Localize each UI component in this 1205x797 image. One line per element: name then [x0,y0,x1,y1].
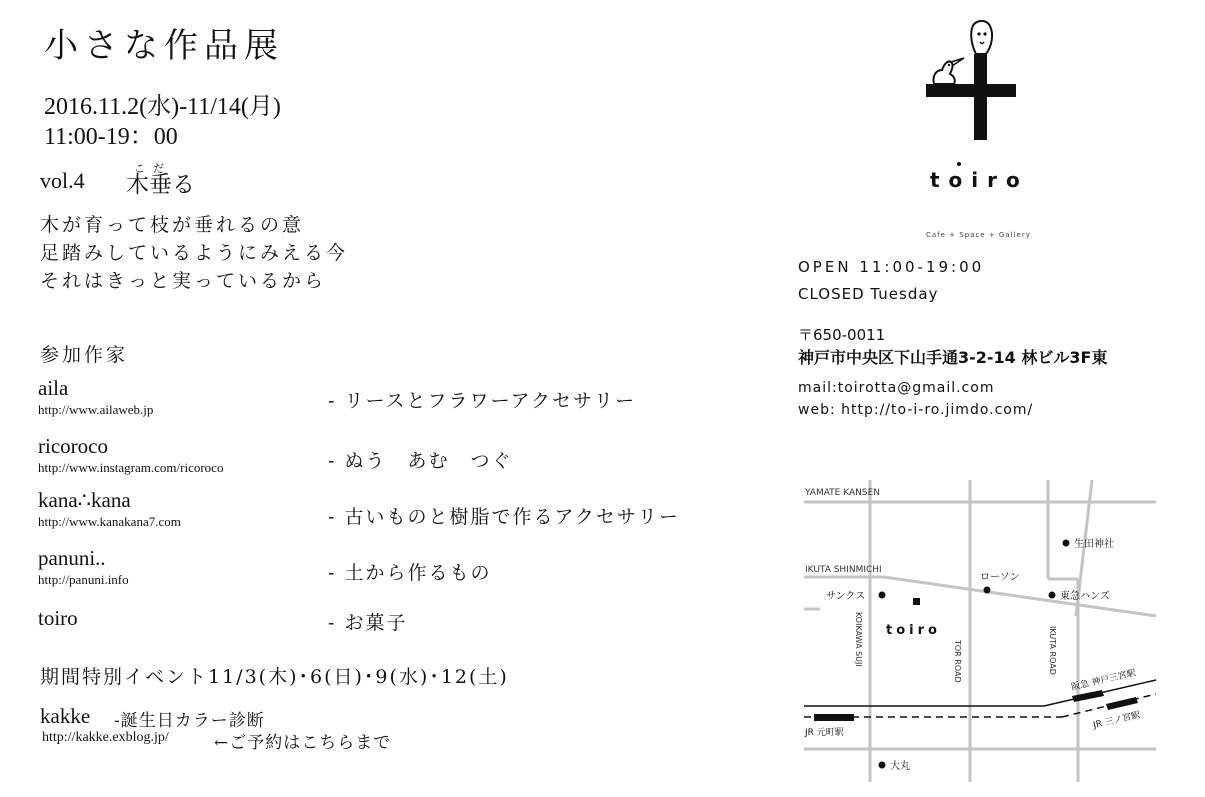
map-label-ikuta-road: IKUTA ROAD [1048,626,1057,675]
map-label-jr-sannomiya: JR 三ノ宮駅 [1092,710,1142,731]
jr-motomachi-platform [814,714,854,721]
artist-description: - 古いものと樹脂で作るアクセサリー [328,506,680,528]
shop-address: 神戸市中央区下山手通3-2-14 林ビル3F東 [798,348,1108,367]
exhibition-hours: 11:00-19：00 [44,124,178,150]
map-marker-daimaru [879,762,886,769]
map-marker-tokyu-hands [1049,592,1056,599]
description-line: 木が育って枝が垂れるの意 [40,214,305,236]
volume-title: 木垂る [126,172,195,198]
map-label-lawson: ローソン [980,572,1020,583]
volume-title-ruby: こだ [134,162,172,175]
brand-name: toiro [930,168,1029,192]
event-host-name: kakke [40,704,91,728]
artist-url[interactable]: http://www.instagram.com/ricoroco [38,460,224,475]
shop-website[interactable]: web: http://to-i-ro.jimdo.com/ [798,402,1034,418]
map-label-daimaru: 大丸 [890,761,910,772]
artist-url[interactable]: http://panuni.info [38,572,129,587]
artist-description: - リースとフラワーアクセサリー [328,390,636,412]
artist-description: - お菓子 [328,612,408,634]
artist-name: aila [38,376,69,400]
volume-number: vol.4 [40,168,85,193]
description-line: 足踏みしているようにみえる今 [40,242,349,264]
artist-name: toiro [38,606,78,630]
map-label-yamate: YAMATE KANSEN [805,488,880,498]
exhibition-dates: 2016.11.2(水)-11/14(月) [44,94,281,120]
artist-url[interactable]: http://www.kanakana7.com [38,514,181,529]
access-map [800,476,1160,786]
map-label-koikawa: KOIKAWA SUJI [854,612,863,667]
map-label-tokyu-hands: 東急ハンズ [1060,591,1110,602]
artist-description: - 土から作るもの [328,562,492,584]
artist-url[interactable]: http://www.ailaweb.jp [38,402,154,417]
map-label-tor-road: TOR ROAD [953,640,962,683]
artist-description: - ぬう あむ つぐ [328,450,513,472]
cross-figure-bird-icon [920,18,1020,148]
map-label-hankyu: 阪急 神戸三宮駅 [1070,668,1137,693]
map-marker-lawson [984,587,991,594]
map-marker-toiro [913,598,920,605]
jr-sannomiya-platform [1106,697,1138,710]
reservation-note: ←ご予約はこちらまで [214,733,392,753]
map-label-toiro: toiro [886,623,941,638]
special-event-dates: 期間特別イベント11/3(木)･6(日)･9(水)･12(土) [40,666,509,688]
map-label-ikuta-jinja: 生田神社 [1074,539,1114,550]
description-line: それはきっと実っているから [40,270,327,292]
opening-hours: OPEN 11:00-19:00 [798,258,985,276]
event-description: -誕生日カラー診断 [114,711,265,731]
closed-day: CLOSED Tuesday [798,285,939,303]
brand-dot [957,162,961,166]
map-marker-sunkus [879,592,886,599]
postal-code: 〒650-0011 [798,326,886,344]
artist-name: panuni.. [38,546,106,570]
shop-email[interactable]: mail:toirotta@gmail.com [798,380,995,396]
brand-tagline: Cafe + Space + Gallery [926,231,1031,239]
event-host-url[interactable]: http://kakke.exblog.jp/ [42,730,169,745]
artist-name: ricoroco [38,434,108,458]
map-label-sunkus: サンクス [826,591,866,602]
artists-section-label: 参加作家 [40,344,129,366]
exhibition-title: 小さな作品展 [44,26,284,66]
map-label-ikuta-shinmichi: IKUTA SHINMICHI [805,565,882,575]
map-label-jr-motomachi: JR 元町駅 [805,728,844,738]
artist-name: kana∴kana [38,488,131,512]
map-marker-ikuta-jinja [1063,540,1070,547]
